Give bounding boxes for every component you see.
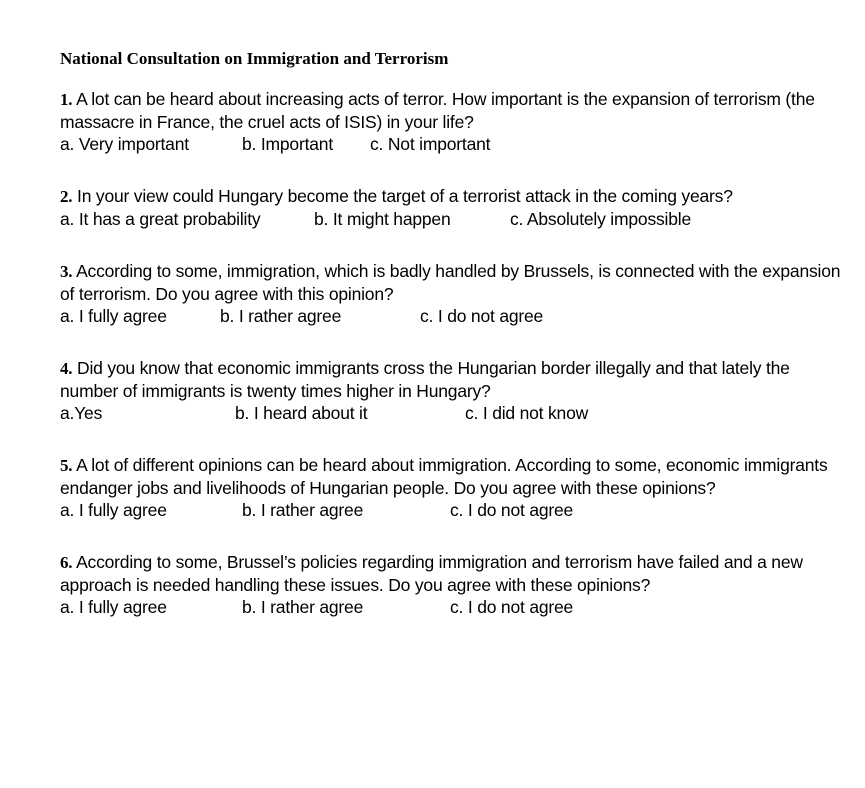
question-6 <box>60 551 850 618</box>
question-5 <box>60 454 850 521</box>
question-text: A lot of different opinions can be heard about immigration. According to some, economic immigrants endanger jobs and livelihoods of Hungarian people. Do you agree with these opinions? <box>60 455 828 498</box>
question-number: 4. <box>60 359 73 378</box>
answer-options <box>60 133 850 155</box>
answer-option-c: c. Not important <box>370 134 491 154</box>
question-text: A lot can be heard about increasing acts of terror. How important is the expansion of terrorism (the massacre in France, the cruel acts of ISIS) in your life? <box>60 89 815 132</box>
answer-option-a: a. I fully agree <box>60 306 167 326</box>
answer-option-a: a. I fully agree <box>60 500 167 520</box>
consultation-document <box>60 48 850 648</box>
answer-option-a: a. It has a great probability <box>60 209 261 229</box>
question-3 <box>60 260 850 327</box>
question-number: 3. <box>60 262 73 281</box>
question-text: Did you know that economic immigrants cross the Hungarian border illegally and that lately the number of immigrants is twenty times higher in Hungary? <box>60 358 790 401</box>
answer-option-b: b. I rather agree <box>242 597 364 617</box>
answer-options <box>60 305 850 327</box>
answer-option-c: c. I did not know <box>465 403 589 423</box>
answer-option-b: b. Important <box>242 134 333 154</box>
answer-options <box>60 596 850 618</box>
question-text: In your view could Hungary become the target of a terrorist attack in the coming years? <box>77 186 733 206</box>
question-2 <box>60 185 850 230</box>
answer-options <box>60 402 850 424</box>
answer-option-c: c. I do not agree <box>420 306 544 326</box>
question-4 <box>60 357 850 424</box>
answer-option-b: b. I rather agree <box>220 306 342 326</box>
question-text: According to some, Brussel’s policies regarding immigration and terrorism have failed and a new approach is needed handling these issues. Do you agree with these opinions? <box>60 552 803 595</box>
answer-option-a: a.Yes <box>60 403 103 423</box>
question-text: According to some, immigration, which is badly handled by Brussels, is connected with the expansion of terrorism. Do you agree with this opinion? <box>60 261 841 304</box>
question-1 <box>60 88 850 155</box>
question-number: 2. <box>60 187 73 206</box>
question-number: 1. <box>60 90 73 109</box>
answer-option-c: c. I do not agree <box>450 500 574 520</box>
answer-option-c: c. I do not agree <box>450 597 574 617</box>
document-title: National Consultation on Immigration and Terrorism <box>60 49 449 68</box>
answer-option-a: a. Very important <box>60 134 189 154</box>
answer-option-b: b. I rather agree <box>242 500 364 520</box>
answer-option-c: c. Absolutely impossible <box>510 209 691 229</box>
answer-option-a: a. I fully agree <box>60 597 167 617</box>
answer-options <box>60 499 850 521</box>
answer-option-b: b. It might happen <box>314 209 451 229</box>
answer-options <box>60 208 850 230</box>
question-number: 6. <box>60 553 73 572</box>
question-number: 5. <box>60 456 73 475</box>
answer-option-b: b. I heard about it <box>235 403 368 423</box>
